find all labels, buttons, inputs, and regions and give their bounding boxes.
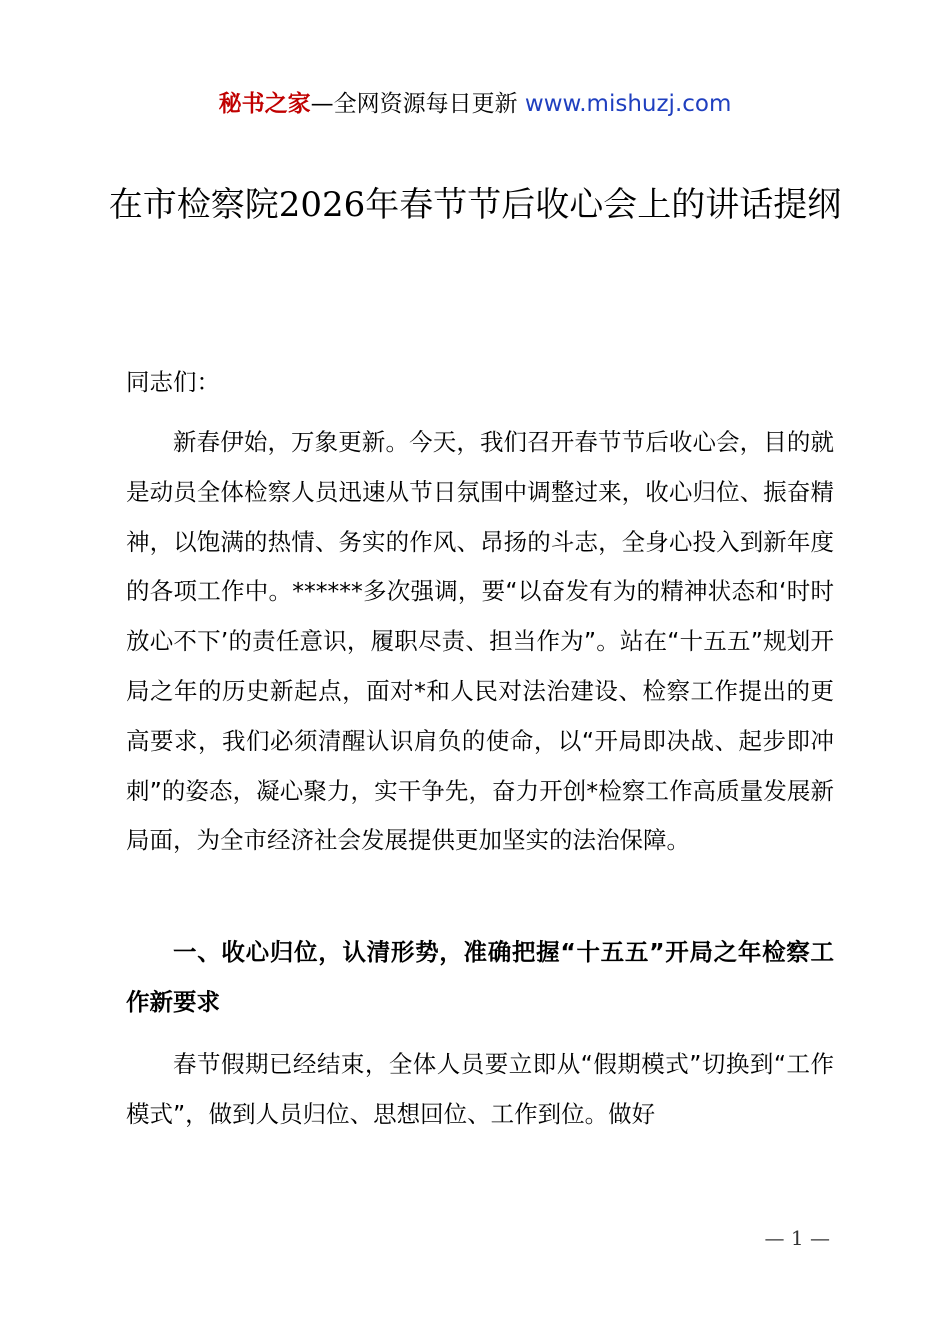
site-header	[0, 88, 950, 120]
body-paragraph: 春节假期已经结束，全体人员要立即从“假期模式”切换到“工作模式”，做到人员归位、思想回位、工作到位。做好	[126, 1050, 834, 1128]
site-url-link[interactable]: www.mishuzj.com	[524, 91, 732, 117]
salutation: 同志们：	[126, 368, 220, 396]
document-title: 在市检察院2026年春节节后收心会上的讲话提纲	[108, 185, 842, 225]
section-heading: 一、收心归位，认清形势，准确把握“十五五”开局之年检察工作新要求	[126, 938, 834, 1016]
page-number: — 1 —	[764, 1226, 830, 1250]
site-slogan: —全网资源每日更新	[310, 91, 525, 117]
site-name: 秘书之家	[218, 91, 311, 117]
body-paragraph: 新春伊始，万象更新。今天，我们召开春节节后收心会，目的就是动员全体检察人员迅速从节日氛围中调整过来，收心归位、振奋精神，以饱满的热情、务实的作风、昂扬的斗志，全身心投入到新年度的各项工作中。******多次强调，要“以奋发有为的精神状态和‘时时放心不下’的责任意识，履职尽责、担当作为”。站在“十五五”规划开局之年的历史新起点，面对*和人民对法治建设、检察工作提出的更高要求，我们必须清醒认识肩负的使命，以“开局即决战、起步即冲刺”的姿态，凝心聚力，实干争先，奋力开创*检察工作高质量发展新局面，为全市经济社会发展提供更加坚实的法治保障。	[126, 428, 834, 855]
